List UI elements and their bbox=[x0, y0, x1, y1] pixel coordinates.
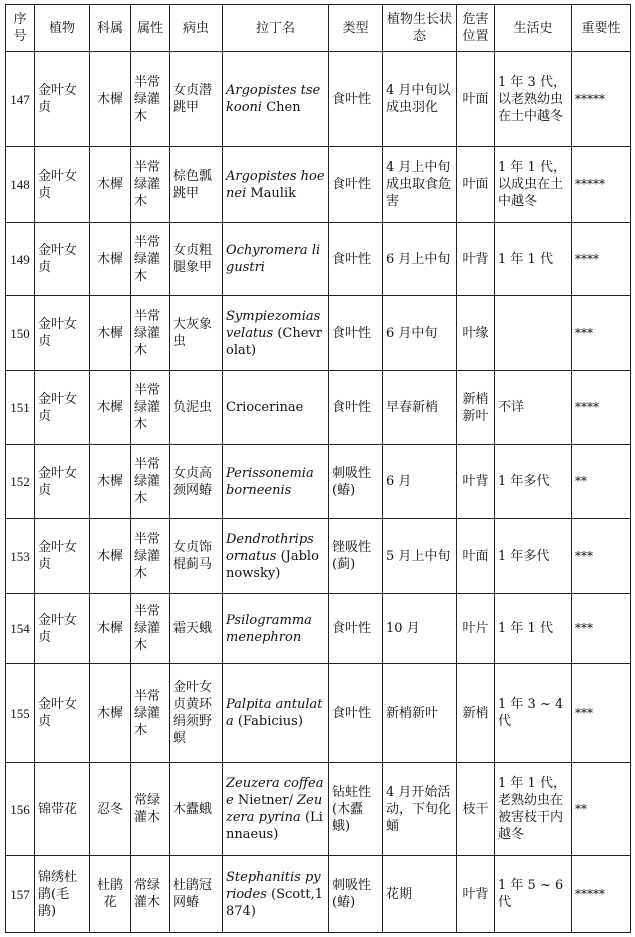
life-history-cell: 1 年多代 bbox=[495, 519, 572, 594]
pest-table bbox=[5, 4, 631, 933]
attribute-cell: 半常绿灌木 bbox=[131, 519, 170, 594]
row-number: 151 bbox=[6, 371, 35, 445]
row-number: 157 bbox=[6, 856, 35, 933]
header-cell: 科属 bbox=[90, 5, 131, 52]
pest-cell: 女贞潜跳甲 bbox=[170, 52, 223, 147]
growth-cell: 6 月 bbox=[383, 445, 457, 519]
position-cell: 叶缘 bbox=[457, 296, 495, 371]
pest-cell: 棕色瓢跳甲 bbox=[170, 147, 223, 223]
position-cell: 叶片 bbox=[457, 594, 495, 664]
row-number: 150 bbox=[6, 296, 35, 371]
plant-cell: 金叶女贞 bbox=[35, 445, 90, 519]
latin-author: (Scott,1874) bbox=[226, 886, 323, 919]
position-cell: 叶背 bbox=[457, 856, 495, 933]
pest-cell: 大灰象虫 bbox=[170, 296, 223, 371]
latin-author-alt: (Linnaeus) bbox=[226, 810, 323, 842]
growth-cell: 新梢新叶 bbox=[383, 664, 457, 763]
position-cell: 叶面 bbox=[457, 519, 495, 594]
table-row bbox=[6, 856, 631, 933]
row-number: 149 bbox=[6, 223, 35, 296]
type-cell: 食叶性 bbox=[329, 371, 383, 445]
header-row bbox=[6, 5, 631, 52]
pest-cell: 金叶女贞黄环绢须野螟 bbox=[170, 664, 223, 763]
latin-name-cell bbox=[223, 445, 329, 519]
growth-cell: 6 月中旬 bbox=[383, 296, 457, 371]
growth-cell: 4 月中旬以成虫羽化 bbox=[383, 52, 457, 147]
family-cell: 木樨 bbox=[90, 664, 131, 763]
latin-author: Criocerinae bbox=[226, 400, 304, 415]
growth-cell: 4 月上中旬成虫取食危害 bbox=[383, 147, 457, 223]
importance-cell: *** bbox=[572, 519, 631, 594]
table-row bbox=[6, 519, 631, 594]
family-cell: 木樨 bbox=[90, 147, 131, 223]
header-cell: 属性 bbox=[131, 5, 170, 52]
latin-name-cell bbox=[223, 147, 329, 223]
position-cell: 叶面 bbox=[457, 52, 495, 147]
attribute-cell: 半常绿灌木 bbox=[131, 664, 170, 763]
header-cell: 类型 bbox=[329, 5, 383, 52]
growth-cell: 花期 bbox=[383, 856, 457, 933]
latin-name-cell bbox=[223, 223, 329, 296]
header-cell: 生活史 bbox=[495, 5, 572, 52]
pest-cell: 负泥虫 bbox=[170, 371, 223, 445]
life-history-cell bbox=[495, 296, 572, 371]
pest-cell: 霜天蛾 bbox=[170, 594, 223, 664]
type-cell: 锉吸性(蓟) bbox=[329, 519, 383, 594]
importance-cell: **** bbox=[572, 371, 631, 445]
growth-cell: 4 月开始活动，下旬化蛹 bbox=[383, 763, 457, 856]
life-history-cell: 1 年 1 代，老熟幼虫在被害枝干内越冬 bbox=[495, 763, 572, 856]
type-cell: 食叶性 bbox=[329, 147, 383, 223]
pest-cell: 女贞饰棍蓟马 bbox=[170, 519, 223, 594]
plant-cell: 金叶女贞 bbox=[35, 52, 90, 147]
header-cell: 植物生长状态 bbox=[383, 5, 457, 52]
importance-cell: ***** bbox=[572, 147, 631, 223]
life-history-cell: 1 年 3 代，以老熟幼虫在土中越冬 bbox=[495, 52, 572, 147]
table-row bbox=[6, 296, 631, 371]
attribute-cell: 半常绿灌木 bbox=[131, 147, 170, 223]
latin-species: Argopistes hoenei bbox=[226, 168, 325, 201]
family-cell: 忍冬 bbox=[90, 763, 131, 856]
attribute-cell: 半常绿灌木 bbox=[131, 445, 170, 519]
latin-name-cell bbox=[223, 856, 329, 933]
table-row bbox=[6, 763, 631, 856]
row-number: 155 bbox=[6, 664, 35, 763]
growth-cell: 10 月 bbox=[383, 594, 457, 664]
family-cell: 木樨 bbox=[90, 445, 131, 519]
row-number: 147 bbox=[6, 52, 35, 147]
type-cell: 食叶性 bbox=[329, 223, 383, 296]
position-cell: 叶面 bbox=[457, 147, 495, 223]
type-cell: 食叶性 bbox=[329, 52, 383, 147]
life-history-cell: 1 年 1 代 bbox=[495, 223, 572, 296]
header-cell: 拉丁名 bbox=[223, 5, 329, 52]
plant-cell: 金叶女贞 bbox=[35, 594, 90, 664]
header-cell: 植物 bbox=[35, 5, 90, 52]
latin-author: (Jablonowsky) bbox=[226, 548, 319, 581]
importance-cell: ** bbox=[572, 763, 631, 856]
plant-cell: 金叶女贞 bbox=[35, 664, 90, 763]
importance-cell: *** bbox=[572, 296, 631, 371]
latin-species: Zeuzera coffeae bbox=[226, 776, 324, 808]
plant-cell: 锦绣杜鹃(毛鹃) bbox=[35, 856, 90, 933]
growth-cell: 6 月上中旬 bbox=[383, 223, 457, 296]
family-cell: 杜鹃花 bbox=[90, 856, 131, 933]
importance-cell: ***** bbox=[572, 856, 631, 933]
life-history-cell: 1 年多代 bbox=[495, 445, 572, 519]
pest-cell: 女贞粗腿象甲 bbox=[170, 223, 223, 296]
header-cell: 病虫 bbox=[170, 5, 223, 52]
family-cell: 木樨 bbox=[90, 519, 131, 594]
attribute-cell: 半常绿灌木 bbox=[131, 52, 170, 147]
table-row bbox=[6, 371, 631, 445]
table-row bbox=[6, 445, 631, 519]
latin-species: Perissonemia borneenis bbox=[226, 465, 314, 498]
row-number: 152 bbox=[6, 445, 35, 519]
latin-name-cell bbox=[223, 763, 329, 856]
header-cell: 危害位置 bbox=[457, 5, 495, 52]
latin-author: (Chevrolat) bbox=[226, 325, 323, 358]
latin-author: Nietner/ bbox=[237, 793, 293, 808]
table-row bbox=[6, 664, 631, 763]
latin-species: Stephanitis pyriodes bbox=[226, 869, 321, 902]
type-cell: 刺吸性(蝽) bbox=[329, 445, 383, 519]
plant-cell: 金叶女贞 bbox=[35, 223, 90, 296]
table-row bbox=[6, 223, 631, 296]
type-cell: 食叶性 bbox=[329, 594, 383, 664]
pest-cell: 女贞高颈网蝽 bbox=[170, 445, 223, 519]
plant-cell: 金叶女贞 bbox=[35, 371, 90, 445]
family-cell: 木樨 bbox=[90, 296, 131, 371]
type-cell: 钻蛀性(木蠹蛾) bbox=[329, 763, 383, 856]
latin-name-cell bbox=[223, 52, 329, 147]
life-history-cell: 1 年 5 ~ 6 代 bbox=[495, 856, 572, 933]
growth-cell: 5 月上中旬 bbox=[383, 519, 457, 594]
position-cell: 叶背 bbox=[457, 445, 495, 519]
plant-cell: 锦带花 bbox=[35, 763, 90, 856]
position-cell: 新梢新叶 bbox=[457, 371, 495, 445]
importance-cell: ***** bbox=[572, 52, 631, 147]
header-cell: 重要性 bbox=[572, 5, 631, 52]
header-cell: 序号 bbox=[6, 5, 35, 52]
latin-name-cell bbox=[223, 519, 329, 594]
row-number: 148 bbox=[6, 147, 35, 223]
latin-name-cell bbox=[223, 296, 329, 371]
table-row bbox=[6, 594, 631, 664]
type-cell: 刺吸性(蝽) bbox=[329, 856, 383, 933]
latin-author: Maulik bbox=[250, 185, 297, 201]
life-history-cell: 1 年 3 ~ 4 代 bbox=[495, 664, 572, 763]
attribute-cell: 半常绿灌木 bbox=[131, 371, 170, 445]
latin-name-cell bbox=[223, 594, 329, 664]
importance-cell: **** bbox=[572, 223, 631, 296]
latin-species: Argopistes tsekooni bbox=[226, 83, 321, 115]
attribute-cell: 半常绿灌木 bbox=[131, 296, 170, 371]
life-history-cell: 1 年 1 代 bbox=[495, 594, 572, 664]
latin-species: Psilogramma menephron bbox=[226, 612, 312, 645]
pest-cell: 木蠹蛾 bbox=[170, 763, 223, 856]
life-history-cell: 1 年 1 代，以成虫在土中越冬 bbox=[495, 147, 572, 223]
row-number: 153 bbox=[6, 519, 35, 594]
life-history-cell: 不详 bbox=[495, 371, 572, 445]
latin-species: Ochyromera ligustri bbox=[226, 243, 321, 275]
latin-species-alt: Zeuzera pyrina bbox=[226, 793, 323, 825]
importance-cell: *** bbox=[572, 664, 631, 763]
latin-species: Dendrothrips ornatus bbox=[226, 531, 314, 564]
position-cell: 叶背 bbox=[457, 223, 495, 296]
pest-cell: 杜鹃冠网蝽 bbox=[170, 856, 223, 933]
importance-cell: ** bbox=[572, 445, 631, 519]
latin-name-cell bbox=[223, 664, 329, 763]
latin-author: (Fabicius) bbox=[237, 714, 303, 729]
row-number: 154 bbox=[6, 594, 35, 664]
latin-species: Palpita antulata bbox=[226, 697, 323, 729]
plant-cell: 金叶女贞 bbox=[35, 296, 90, 371]
attribute-cell: 常绿灌木 bbox=[131, 856, 170, 933]
plant-cell: 金叶女贞 bbox=[35, 147, 90, 223]
position-cell: 枝干 bbox=[457, 763, 495, 856]
attribute-cell: 常绿灌木 bbox=[131, 763, 170, 856]
type-cell: 食叶性 bbox=[329, 296, 383, 371]
attribute-cell: 半常绿灌木 bbox=[131, 223, 170, 296]
table-row bbox=[6, 52, 631, 147]
family-cell: 木樨 bbox=[90, 52, 131, 147]
position-cell: 新梢 bbox=[457, 664, 495, 763]
growth-cell: 早春新梢 bbox=[383, 371, 457, 445]
family-cell: 木樨 bbox=[90, 223, 131, 296]
family-cell: 木樨 bbox=[90, 371, 131, 445]
latin-author: Chen bbox=[266, 100, 301, 115]
latin-species: Sympiezomias velatus bbox=[226, 308, 321, 341]
importance-cell: *** bbox=[572, 594, 631, 664]
type-cell: 食叶性 bbox=[329, 664, 383, 763]
plant-cell: 金叶女贞 bbox=[35, 519, 90, 594]
latin-name-cell bbox=[223, 371, 329, 445]
attribute-cell: 半常绿灌木 bbox=[131, 594, 170, 664]
table-row bbox=[6, 147, 631, 223]
family-cell: 木樨 bbox=[90, 594, 131, 664]
row-number: 156 bbox=[6, 763, 35, 856]
